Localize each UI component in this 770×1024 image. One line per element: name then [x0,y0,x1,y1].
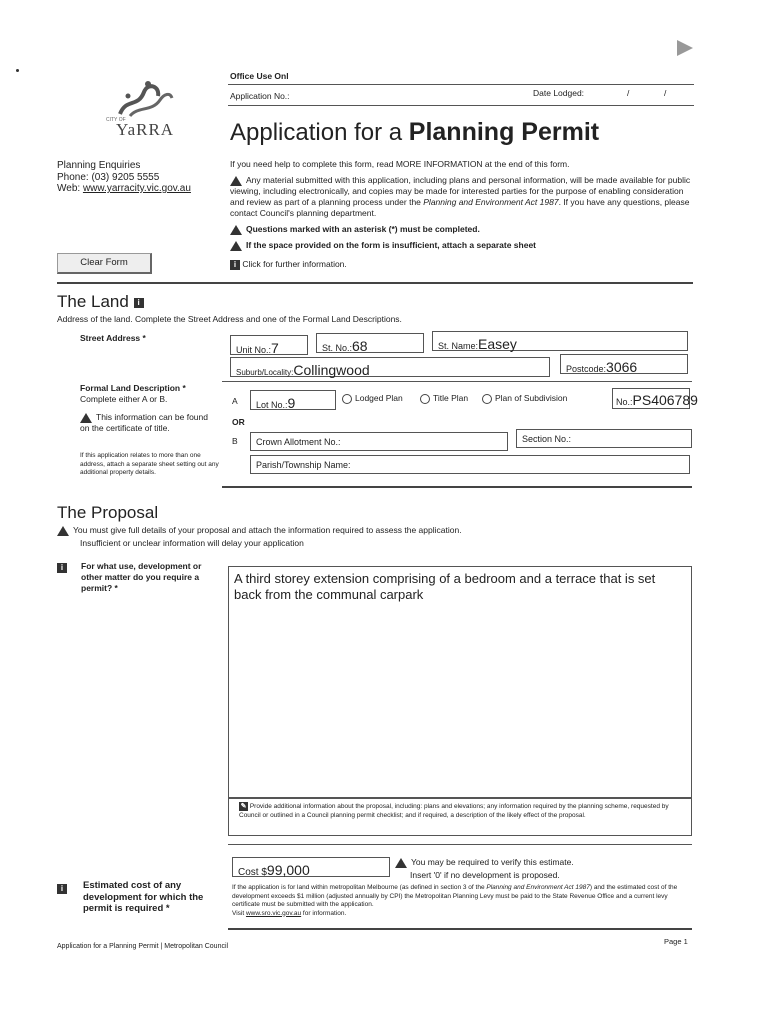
space-notice: If the space provided on the form is insufficient, attach a separate sheet [230,240,536,251]
warning-icon [395,858,407,868]
contact-enquiries: Planning Enquiries [57,160,141,171]
info-icon[interactable]: i [57,563,67,573]
logo-name: YaRRA [116,120,175,139]
divider [228,84,694,85]
logo-city-of: CITY OF [106,117,126,123]
street-name-field[interactable]: St. Name:Easey [432,331,688,351]
lodged-plan-radio[interactable]: Lodged Plan [342,393,403,404]
date-lodged-label: Date Lodged: [533,88,585,98]
formal-desc-label: Formal Land Description * Complete either A or B. [80,383,186,404]
warning-icon [230,241,242,251]
asterisk-notice: Questions marked with an asterisk (*) must be completed. [230,224,480,235]
logo-swirl-icon [108,78,178,120]
radio-icon [420,394,430,404]
divider [228,928,692,930]
warning-icon [80,413,92,423]
material-notice: Any material submitted with this application, including plans and personal information, will be made available for public viewing, including electronically, and copies may be made for interested parties for the purpose of enabling consideration and review as part of a planning process under the Planning and Environment Act 1987. If you have any questions, please contact Council's planning department. [230,175,691,218]
radio-icon [342,394,352,404]
proposal-note: You must give full details of your proposal and attach the information required to assess the application. [57,525,462,536]
web-link[interactable]: www.yarracity.vic.gov.au [82,183,191,194]
postcode-field[interactable]: Postcode:3066 [560,354,688,374]
radio-icon [482,394,492,404]
parish-field[interactable]: Parish/Township Name: [250,455,690,474]
info-icon[interactable]: i [57,884,67,894]
edit-icon: ✎ [240,803,247,810]
land-section-title: The Land i [57,292,144,312]
street-address-label: Street Address * [80,333,146,343]
crown-allotment-field[interactable]: Crown Allotment No.: [250,432,508,451]
street-no-field[interactable]: St. No.:68 [316,333,424,353]
cost-field[interactable]: Cost $99,000 [232,857,390,877]
section-no-field[interactable]: Section No.: [516,429,692,448]
levy-note: If the application is for land within metropolitan Melbourne (as defined in section 3 of the Planning and Environment Act 1987) and the estimated cost of the development exceeds $1 million (adjusted annually by CPI) the Metropolitan Planning Levy must be paid to the State Revenue Office and a current levy certificate must be submitted with the application. Visit www.sro.vic.gov.au for information. [232,884,678,917]
office-use-title: Office Use Onl [230,71,289,81]
divider [228,844,692,845]
info-icon[interactable]: i [230,260,240,270]
lot-no-field[interactable]: Lot No.:9 [250,390,336,410]
cost-zero-note: Insert '0' if no development is proposed. [410,870,560,880]
or-label: OR [232,417,245,427]
divider [222,381,692,382]
yarra-logo [108,78,178,138]
divider [57,282,693,284]
contact-web: Web: www.yarracity.vic.gov.au [57,183,191,194]
multi-address-note: If this application relates to more than one address, attach a separate sheet setting out any additional property details. [80,452,219,476]
option-b-label: B [232,436,238,446]
divider [228,105,694,106]
date-sep: / [627,88,630,98]
divider [222,486,692,488]
option-a-label: A [232,396,238,406]
additional-info-text: Provide additional information about the proposal, including: plans and elevations; any information required by the planning scheme, requested by Council or outlined in a Council planning permit checklist; and if required, a description of the likely effect of the proposal. [239,803,669,819]
suburb-field[interactable]: Suburb/Locality:Collingwood [230,357,550,377]
title-plan-radio[interactable]: Title Plan [420,393,468,404]
additional-info-box [228,798,692,836]
use-question: i For what use, development or other matter do you require a permit? * [57,561,217,594]
unit-no-field[interactable]: Unit No.:7 [230,335,308,355]
page-number: Page 1 [664,937,688,946]
proposal-use-field[interactable] [228,566,692,798]
footer-text: Application for a Planning Permit | Metropolitan Council [57,943,229,950]
info-icon[interactable]: i [134,298,144,308]
warning-icon [230,225,242,235]
plan-no-field[interactable]: No.:PS406789 [612,388,690,409]
proposal-note-2: Insufficient or unclear information will delay your application [80,538,304,548]
land-subtitle: Address of the land. Complete the Street Address and one of the Formal Land Descriptions. [57,314,402,324]
contact-phone: Phone: (03) 9205 5555 [57,171,160,183]
plan-of-subdivision-radio[interactable]: Plan of Subdivision [482,393,567,404]
certificate-note: This information can be found on the certificate of title. [80,412,208,433]
help-text: If you need help to complete this form, read MORE INFORMATION at the end of this form. [230,159,570,169]
date-sep: / [664,88,667,98]
application-no-label: Application No.: [230,91,290,101]
page-title: Application for a Planning Permit [230,118,600,146]
warning-icon [57,526,69,536]
clear-form-button[interactable]: Clear Form [57,253,152,274]
warning-icon [230,176,242,186]
cost-question: i Estimated cost of any development for which the permit is required * [57,880,227,915]
cost-verify-note: You may be required to verify this estimate. [395,857,574,868]
proposal-use-value: A third storey extension comprising of a bedroom and a terrace that is set back from the communal carpark [234,571,656,602]
arrow-icon [677,40,693,56]
scan-dot [16,69,19,72]
info-notice: i Click for further information. [230,259,347,270]
contact-block [57,160,191,195]
sro-link[interactable]: www.sro.vic.gov.au [245,909,302,917]
proposal-section-title: The Proposal [57,503,159,522]
